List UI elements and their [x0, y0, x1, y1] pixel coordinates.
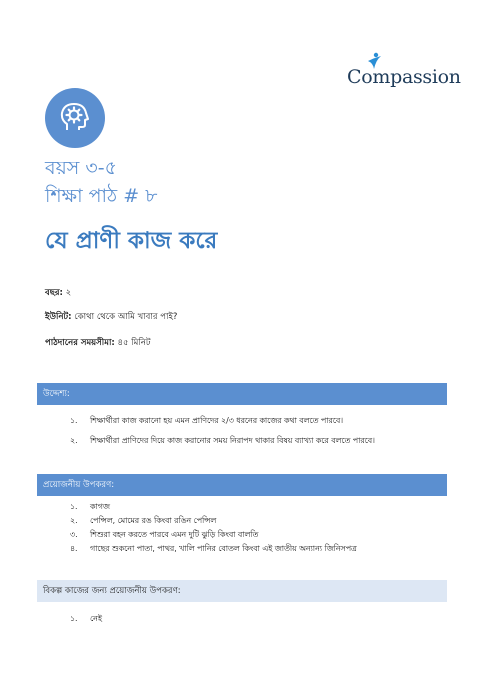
list-item-number: ১. [70, 416, 78, 425]
unit-value: কোথা থেকে আমি খাবার পাই? [74, 312, 178, 322]
materials-heading: প্রয়োজনীয় উপকরণ: [37, 474, 447, 496]
unit-label: ইউনিট: [45, 312, 72, 322]
list-item-text: নেই [90, 614, 102, 623]
materials-list [70, 501, 357, 557]
logo-text: Compassion [347, 66, 461, 88]
list-item [70, 515, 357, 529]
duration-value: ৪৫ মিনিট [117, 338, 151, 348]
list-item [70, 613, 102, 626]
list-item [70, 501, 357, 515]
list-item-text: শিশুরা বহন করতে পারবে এমন দুটি ঝুড়ি কিংবা বালতি [90, 530, 259, 539]
lesson-icon-badge [45, 88, 105, 148]
lesson-number: শিক্ষা পাঠ # ৮ [45, 185, 158, 207]
year-value: ২ [65, 288, 72, 298]
compassion-logo [347, 52, 461, 92]
list-item-number: ৩. [70, 530, 78, 539]
list-item-number: ৪. [70, 544, 78, 553]
list-item [70, 543, 357, 557]
list-item-text: কাগজ [90, 502, 110, 511]
list-item [70, 415, 375, 435]
objectives-heading: উদ্দেশ্য: [37, 383, 447, 405]
duration-row [45, 336, 151, 350]
duration-label: পাঠদানের সময়সীমা: [45, 338, 115, 348]
list-item-number: ১. [70, 502, 78, 511]
age-range: বয়স ৩-৫ [45, 157, 117, 179]
objectives-list [70, 415, 375, 448]
year-label: বছর: [45, 288, 63, 298]
list-item-text: শিক্ষার্থীরা কাজ করানো হয় এমন প্রাণিদের ২/৩ ধরনের কাজের কথা বলতে পারবে। [90, 416, 344, 425]
alt-materials-heading: বিকল্প কাজের জন্য প্রয়োজনীয় উপকরণ: [37, 580, 447, 602]
alt-materials-list [70, 613, 102, 626]
list-item-number: ২. [70, 436, 78, 445]
year-row [45, 286, 71, 300]
list-item-text: গাছের শুকনো পাতা, পাথর, খালি পানির বোতল কিংবা এই জাতীয় অন্যান্য জিনিসপত্র [90, 544, 357, 553]
list-item-text: পেন্সিল, মোমের রঙ কিংবা রঙিন পেন্সিল [90, 516, 217, 525]
unit-row [45, 310, 177, 324]
page-title: যে প্রাণী কাজ করে [45, 228, 218, 254]
list-item-text: শিক্ষার্থীরা প্রাণিদের দিয়ে কাজ করানোর সময় নিরাপদ থাকার বিষয় ব্যাখ্যা করে বলতে পারবে। [90, 436, 375, 445]
list-item-number: ২. [70, 516, 78, 525]
list-item [70, 529, 357, 543]
list-item-number: ১. [70, 614, 78, 623]
head-gear-icon [57, 100, 93, 136]
list-item [70, 435, 375, 448]
